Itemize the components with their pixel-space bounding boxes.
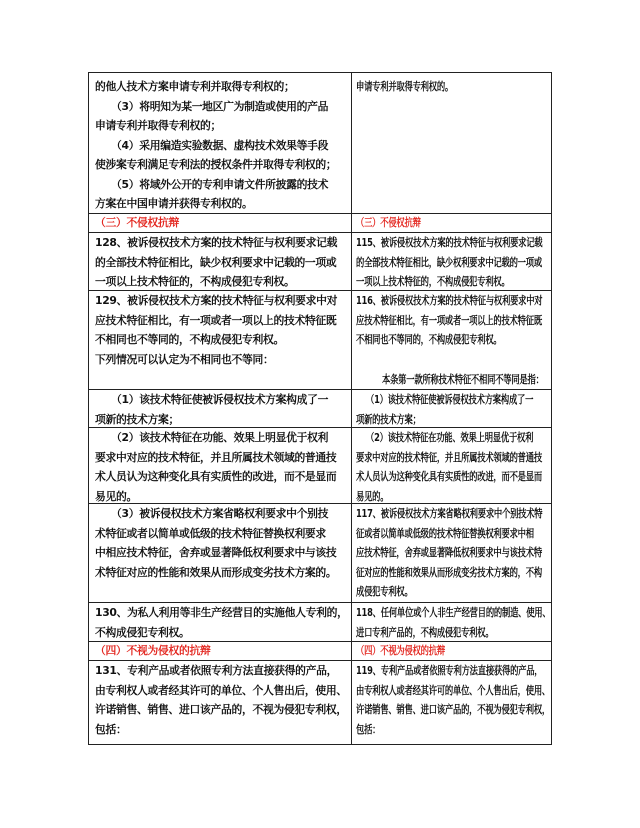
table-row: [89, 390, 552, 428]
section-heading: （三）不侵权抗辩: [356, 216, 421, 229]
text-line: 项新的技术方案；: [95, 412, 179, 426]
list-item-line: （2）该技术特征在功能、效果上明显优于权利: [111, 431, 329, 444]
table-row: [89, 504, 552, 603]
text-line: 方案在中国申请并获得专利权的。: [95, 197, 253, 210]
text-line: 130、为私人利用等非生产经营目的实施他人专利的，: [95, 606, 348, 619]
left-cell: [89, 390, 352, 428]
left-cell: [89, 603, 352, 642]
list-item-line: （4）采用编造实验数据、虚构技术效果等手段: [111, 138, 329, 152]
text-line: 应技术特征，舍弃或显著降低权利要求中与该技术特: [356, 546, 542, 559]
text-line: 119、专利产品或者依照专利方法直接获得的产品，: [356, 664, 543, 677]
list-item-line: （1）该技术特征使被诉侵权技术方案构成了一: [111, 393, 329, 406]
text-line: 中相应技术特征，舍弃或显著降低权利要求中与该技: [95, 546, 337, 559]
text-line: 128、被诉侵权技术方案的技术特征与权利要求记载: [95, 236, 338, 249]
text-line: 项新的技术方案；: [356, 412, 421, 426]
text-line: 许诺销售、销售、进口该产品的，不视为侵犯专利权，: [356, 703, 550, 716]
text-line: 要求中对应的技术特征，并且所属技术领域的普通技: [95, 450, 337, 464]
text-line: 由专利权人或者经其许可的单位、个人售出后，使用、: [356, 683, 550, 697]
left-cell: [89, 661, 352, 745]
right-cell: [352, 603, 552, 642]
right-cell: [352, 428, 552, 504]
list-item-line: （5）将域外公开的专利申请文件所披露的技术: [111, 177, 329, 191]
right-cell: [352, 642, 552, 661]
text-line: 要求中对应的技术特征，并且所属技术领域的普通技: [356, 450, 542, 464]
right-cell: [352, 291, 552, 390]
section-heading: （四）不视为侵权的抗辩: [356, 644, 445, 657]
text-line: 下列情况可以认定为不相同也不等同：: [95, 352, 274, 366]
text-line: 征或者以简单或低级的技术特征替换权利要求中相: [356, 526, 534, 540]
table-row: [89, 603, 552, 642]
section-heading-row: [89, 642, 552, 661]
comparison-table: [88, 72, 552, 745]
table-row: [89, 291, 552, 390]
list-item-line: （3）被诉侵权技术方案省略权利要求中个别技: [111, 507, 329, 520]
text-line: 由专利权人或者经其许可的单位、个人售出后，使用、: [95, 683, 347, 697]
text-line: 117、被诉侵权技术方案省略权利要求中个别技术特: [356, 507, 543, 520]
right-cell: [352, 73, 552, 214]
text-line: 的他人技术方案申请专利并取得专利权的；: [95, 80, 295, 93]
table-row: [89, 428, 552, 504]
text-line: 不相同也不等同的，不构成侵犯专利权。: [95, 333, 284, 346]
section-heading-row: [89, 214, 552, 233]
text-line: 包括：: [356, 722, 381, 736]
text-line: 术特征或者以简单或低级的技术特征替换权利要求: [95, 526, 326, 540]
list-item-line: （3）将明知为某一地区广为制造或使用的产品: [111, 99, 329, 113]
text-line: 应技术特征相比，有一项或者一项以上的技术特征既: [356, 313, 542, 327]
left-cell: [89, 214, 352, 233]
left-cell: [89, 233, 352, 291]
section-heading: （四）不视为侵权的抗辩: [95, 644, 211, 657]
text-line: 一项以上技术特征的，不构成侵犯专利权。: [95, 275, 295, 288]
text-line: 易见的。: [95, 489, 137, 503]
left-cell: [89, 504, 352, 603]
left-cell: [89, 73, 352, 214]
section-heading: （三）不侵权抗辩: [95, 216, 179, 229]
text-line: 应技术特征相比，有一项或者一项以上的技术特征既: [95, 313, 337, 327]
text-line: 一项以上技术特征的，不构成侵犯专利权。: [356, 275, 510, 288]
text-line: 不构成侵犯专利权。: [95, 625, 190, 639]
text-line: 115、被诉侵权技术方案的技术特征与权利要求记载: [356, 236, 543, 249]
text-line: 129、被诉侵权技术方案的技术特征与权利要求中对: [95, 294, 338, 307]
right-cell: [352, 390, 552, 428]
text-line: 易见的。: [356, 489, 389, 503]
text-line: 许诺销售、销售、进口该产品的，不视为侵犯专利权，: [95, 703, 347, 716]
text-line: 成侵犯专利权。: [356, 585, 413, 598]
table-row: [89, 661, 552, 745]
text-line: 术人员认为这种变化具有实质性的改进，而不是显而: [356, 470, 542, 483]
text-line: 不相同也不等同的，不构成侵犯专利权。: [356, 333, 502, 346]
text-line: 申请专利并取得专利权的；: [95, 119, 221, 132]
table-row: [89, 73, 552, 214]
text-line: 的全部技术特征相比，缺少权利要求中记载的一项或: [95, 255, 337, 269]
text-line: 116、被诉侵权技术方案的技术特征与权利要求中对: [356, 294, 543, 307]
text-line: 术特征对应的性能和效果从而形成变劣技术方案的。: [95, 565, 337, 579]
text-line: 进口专利产品的，不构成侵犯专利权。: [356, 625, 494, 639]
left-cell: [89, 428, 352, 504]
list-item-line: （1）该技术特征使被诉侵权技术方案构成了一: [366, 393, 534, 406]
text-line: 包括：: [95, 722, 127, 736]
text-line: 征对应的性能和效果从而形成变劣技术方案的，不构: [356, 565, 542, 579]
text-line: 使涉案专利满足专利法的授权条件并取得专利权的；: [95, 158, 337, 171]
text-line: 的全部技术特征相比，缺少权利要求中记载的一项或: [356, 255, 542, 269]
text-line: 本条第一款所称技术特征不相同不等同是指：: [382, 372, 544, 386]
right-cell: [352, 661, 552, 745]
right-cell: [352, 233, 552, 291]
right-cell: [352, 504, 552, 603]
text-line: 118、任何单位或个人非生产经营目的的制造、使用、: [356, 606, 551, 619]
left-cell: [89, 642, 352, 661]
table-row: [89, 233, 552, 291]
list-item-line: （2）该技术特征在功能、效果上明显优于权利: [366, 431, 534, 444]
text-line: 术人员认为这种变化具有实质性的改进，而不是显而: [95, 470, 337, 483]
left-cell: [89, 291, 352, 390]
text-line: 申请专利并取得专利权的。: [356, 80, 453, 93]
text-line: 131、专利产品或者依照专利方法直接获得的产品，: [95, 664, 338, 677]
right-cell: [352, 214, 552, 233]
